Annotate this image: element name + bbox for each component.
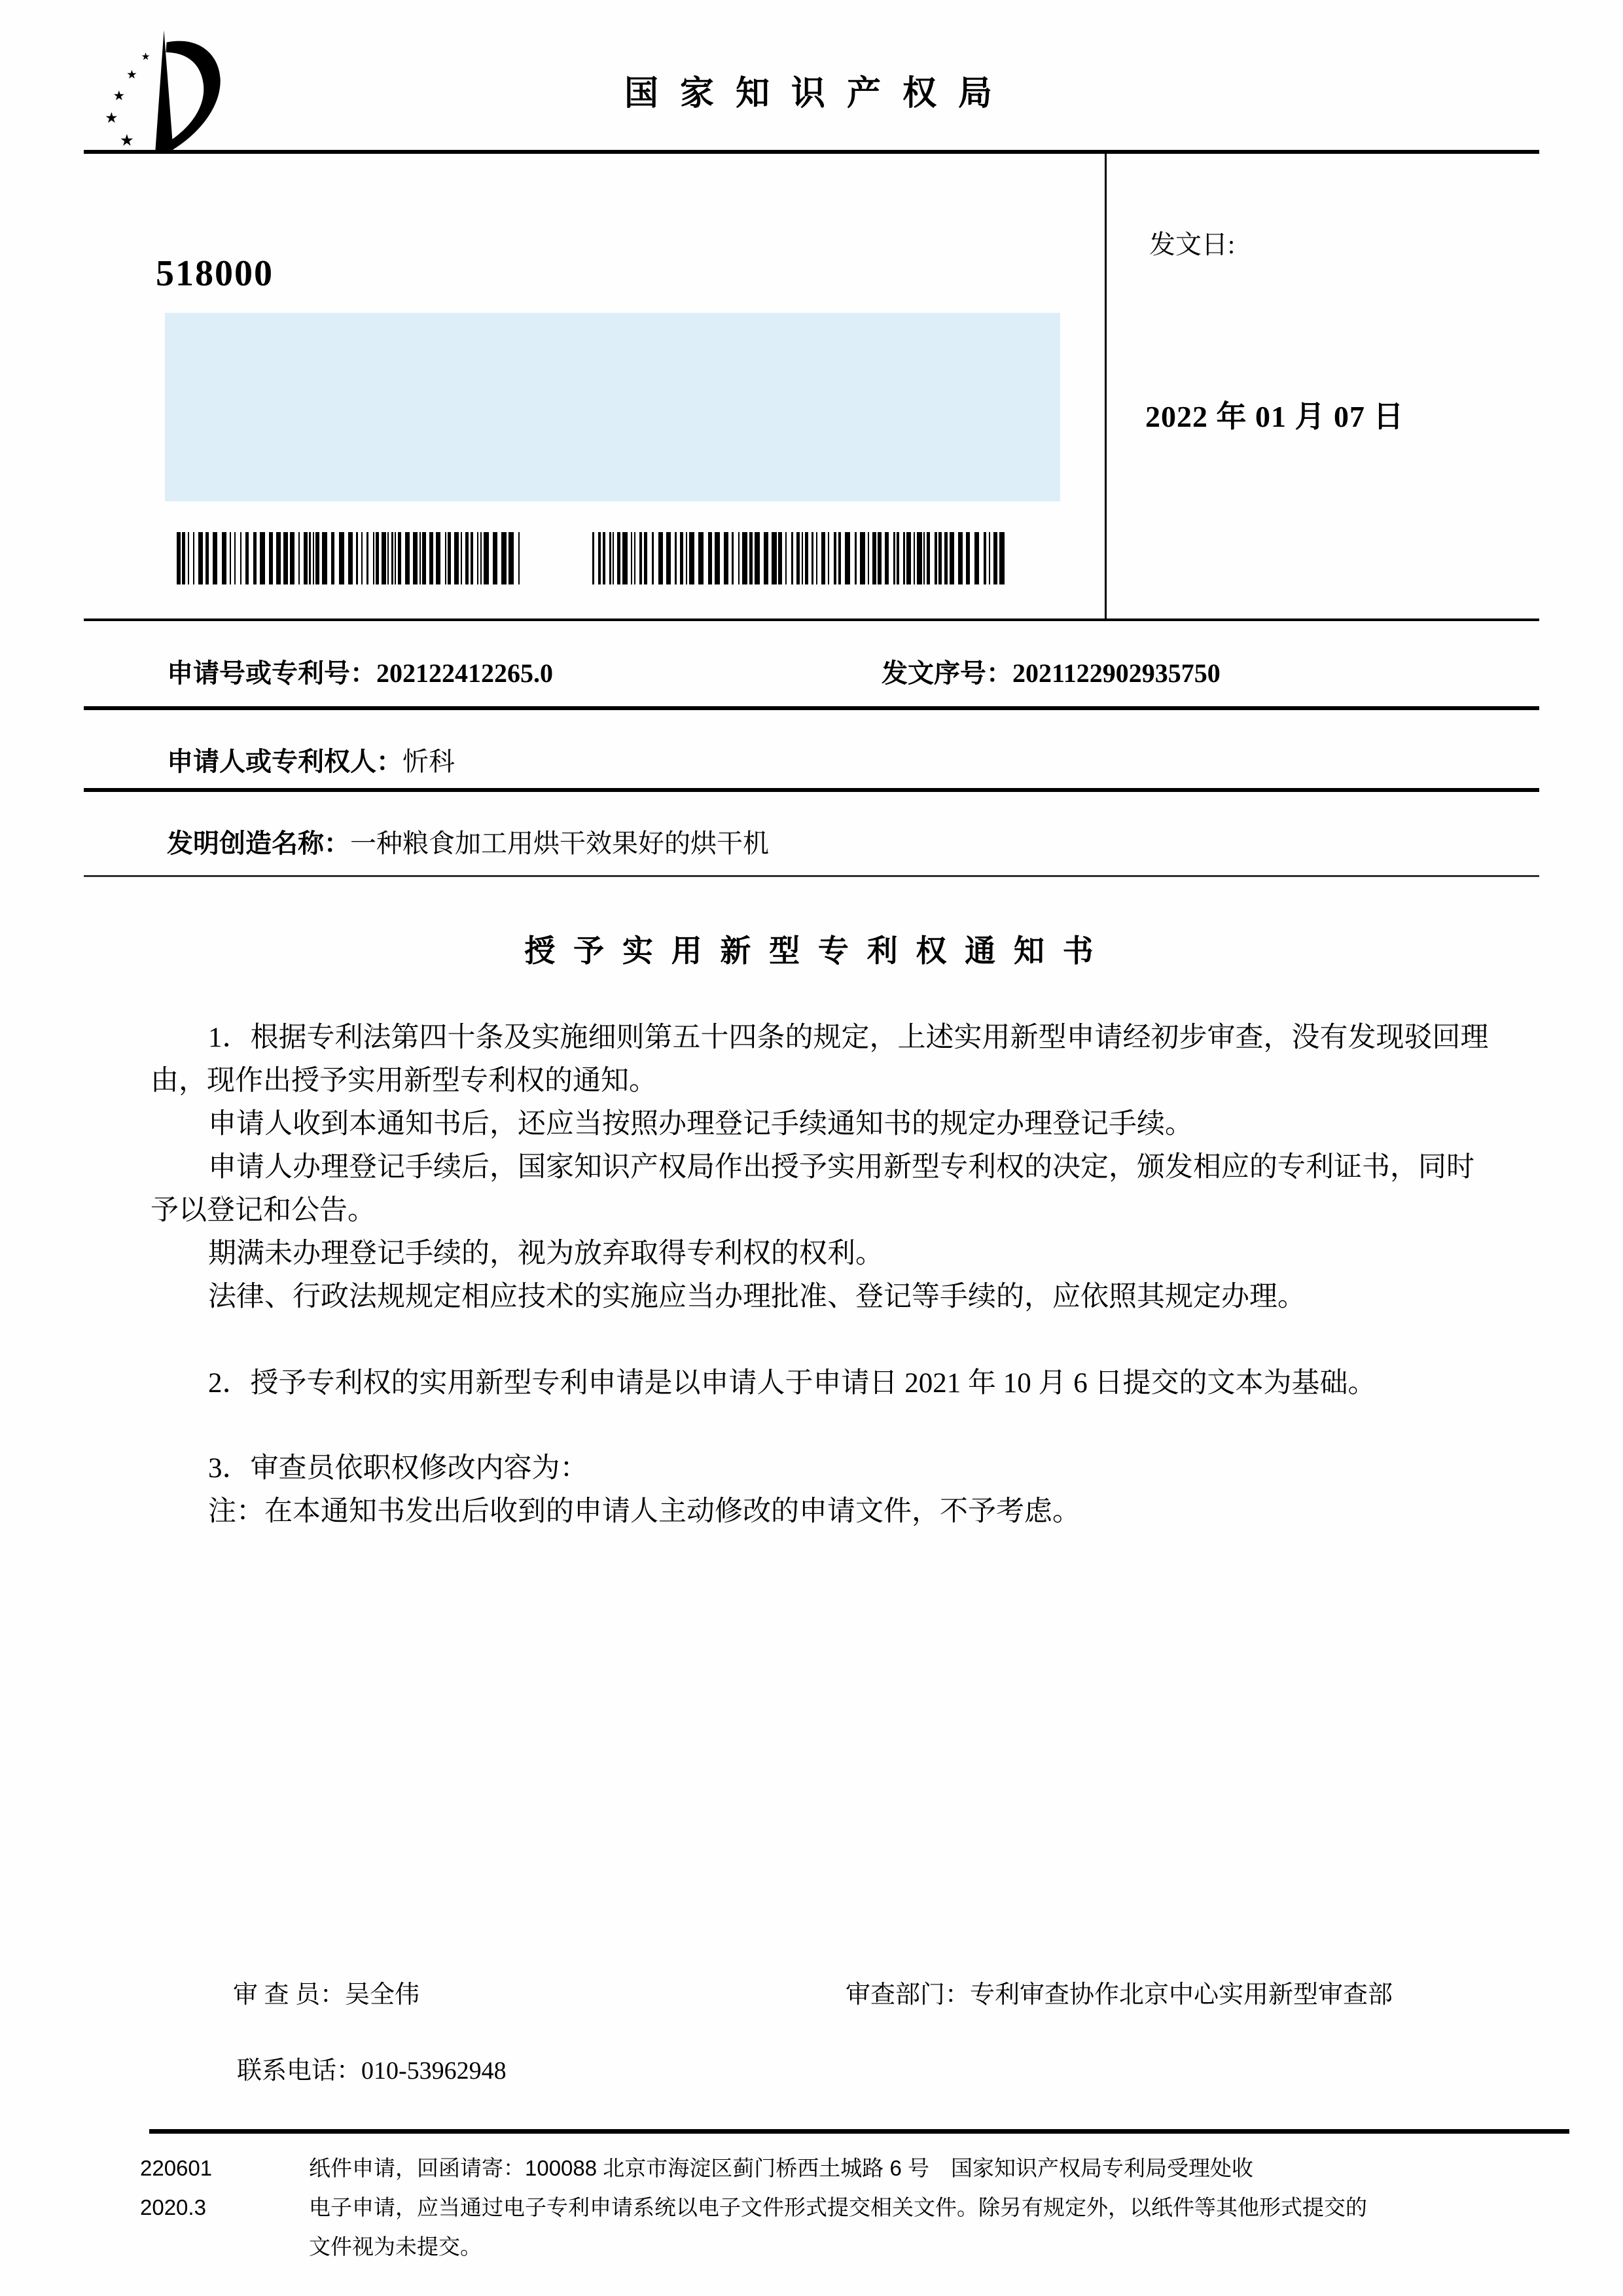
examiner-line xyxy=(233,1974,419,2010)
phone-value: 010-53962948 xyxy=(361,2057,507,2085)
notice-body-line: 由，现作出授予实用新型专利权的通知。 xyxy=(151,1066,657,1096)
department-label: 审查部门： xyxy=(846,1981,971,2009)
serial-number-row xyxy=(882,653,1221,690)
footer-form-codes xyxy=(140,2149,212,2227)
phone-label: 联系电话： xyxy=(237,2057,362,2085)
svg-text:★: ★ xyxy=(141,51,151,63)
footer-instructions xyxy=(309,2149,1367,2267)
divider-below-invention-row xyxy=(84,875,1539,877)
phone-line xyxy=(237,2050,507,2086)
barcode-1 xyxy=(177,532,525,584)
issue-date-value: 2022 年 01 月 07 日 xyxy=(1145,400,1404,433)
agency-title: 国 家 知 识 产 权 局 xyxy=(624,75,999,113)
notice-title: 授 予 实 用 新 型 专 利 权 通 知 书 xyxy=(524,935,1099,969)
application-number-row xyxy=(167,653,553,690)
notice-body-line: 3．审查员依职权修改内容为： xyxy=(208,1453,588,1484)
application-number-value: 202122412265.0 xyxy=(376,658,553,688)
notice-body-line: 1．根据专利法第四十条及实施细则第五十四条的规定，上述实用新型申请经初步审查，没有发现驳回理 xyxy=(208,1022,1489,1053)
invention-title-row xyxy=(167,823,769,860)
applicant-row xyxy=(167,741,455,778)
footer-rule xyxy=(149,2129,1569,2134)
svg-text:★: ★ xyxy=(113,88,125,103)
notice-body-line: 申请人办理登记手续后，国家知识产权局作出授予实用新型专利权的决定，颁发相应的专利证书，同时 xyxy=(208,1152,1474,1183)
invention-title-value: 一种粮食加工用烘干效果好的烘干机 xyxy=(350,829,769,858)
svg-text:★: ★ xyxy=(126,68,137,82)
department-line xyxy=(846,1974,1393,2010)
notice-body-line: 期满未办理登记手续的，视为放弃取得专利权的权利。 xyxy=(208,1238,883,1269)
examiner-value: 吴全伟 xyxy=(345,1981,420,2009)
divider-below-application-row xyxy=(84,706,1539,710)
issue-date-label: 发文日: xyxy=(1149,230,1236,259)
divider-below-applicant-row xyxy=(84,788,1539,792)
applicant-value: 忻科 xyxy=(402,747,455,776)
postal-code: 518000 xyxy=(156,253,274,294)
notice-body-line: 2．授予专利权的实用新型专利申请是以申请人于申请日 2021 年 10 月 6 日提交的文本为基础。 xyxy=(208,1368,1376,1399)
invention-title-label: 发明创造名称： xyxy=(167,829,350,858)
footer-line: 纸件申请，回函请寄：100088 北京市海淀区蓟门桥西土城路 6 号 国家知识产权局专利局受理处收 xyxy=(309,2156,1253,2180)
department-value: 专利审查协作北京中心实用新型审查部 xyxy=(970,1981,1393,2009)
serial-number-label: 发文序号： xyxy=(882,658,1012,688)
svg-text:★: ★ xyxy=(119,132,134,150)
serial-number-value: 2021122902935750 xyxy=(1012,658,1221,688)
svg-text:★: ★ xyxy=(105,109,118,126)
header-rule xyxy=(84,150,1539,154)
applicant-label: 申请人或专利权人： xyxy=(167,747,402,776)
examiner-label: 审 查 员： xyxy=(233,1981,346,2009)
highlight-box xyxy=(165,313,1060,501)
notice-body-line: 注：在本通知书发出后收到的申请人主动修改的申请文件，不予考虑。 xyxy=(208,1496,1080,1527)
notice-body-line: 法律、行政法规规定相应技术的实施应当办理批准、登记等手续的，应依照其规定办理。 xyxy=(208,1282,1306,1312)
vertical-divider xyxy=(1105,154,1107,620)
notice-body-line: 予以登记和公告。 xyxy=(151,1195,376,1226)
notice-body-line: 申请人收到本通知书后，还应当按照办理登记手续通知书的规定办理登记手续。 xyxy=(208,1109,1193,1139)
footer-form-code: 220601 xyxy=(140,2156,213,2180)
footer-form-version: 2020.3 xyxy=(140,2195,206,2219)
footer-line: 电子申请，应当通过电子专利申请系统以电子文件形式提交相关文件。除另有规定外，以纸件等其他形式提交的 xyxy=(309,2195,1367,2219)
divider-above-fields xyxy=(84,619,1539,621)
footer-line: 文件视为未提交。 xyxy=(309,2234,482,2259)
barcode-2 xyxy=(592,532,1011,584)
application-number-label: 申请号或专利号： xyxy=(167,658,376,688)
